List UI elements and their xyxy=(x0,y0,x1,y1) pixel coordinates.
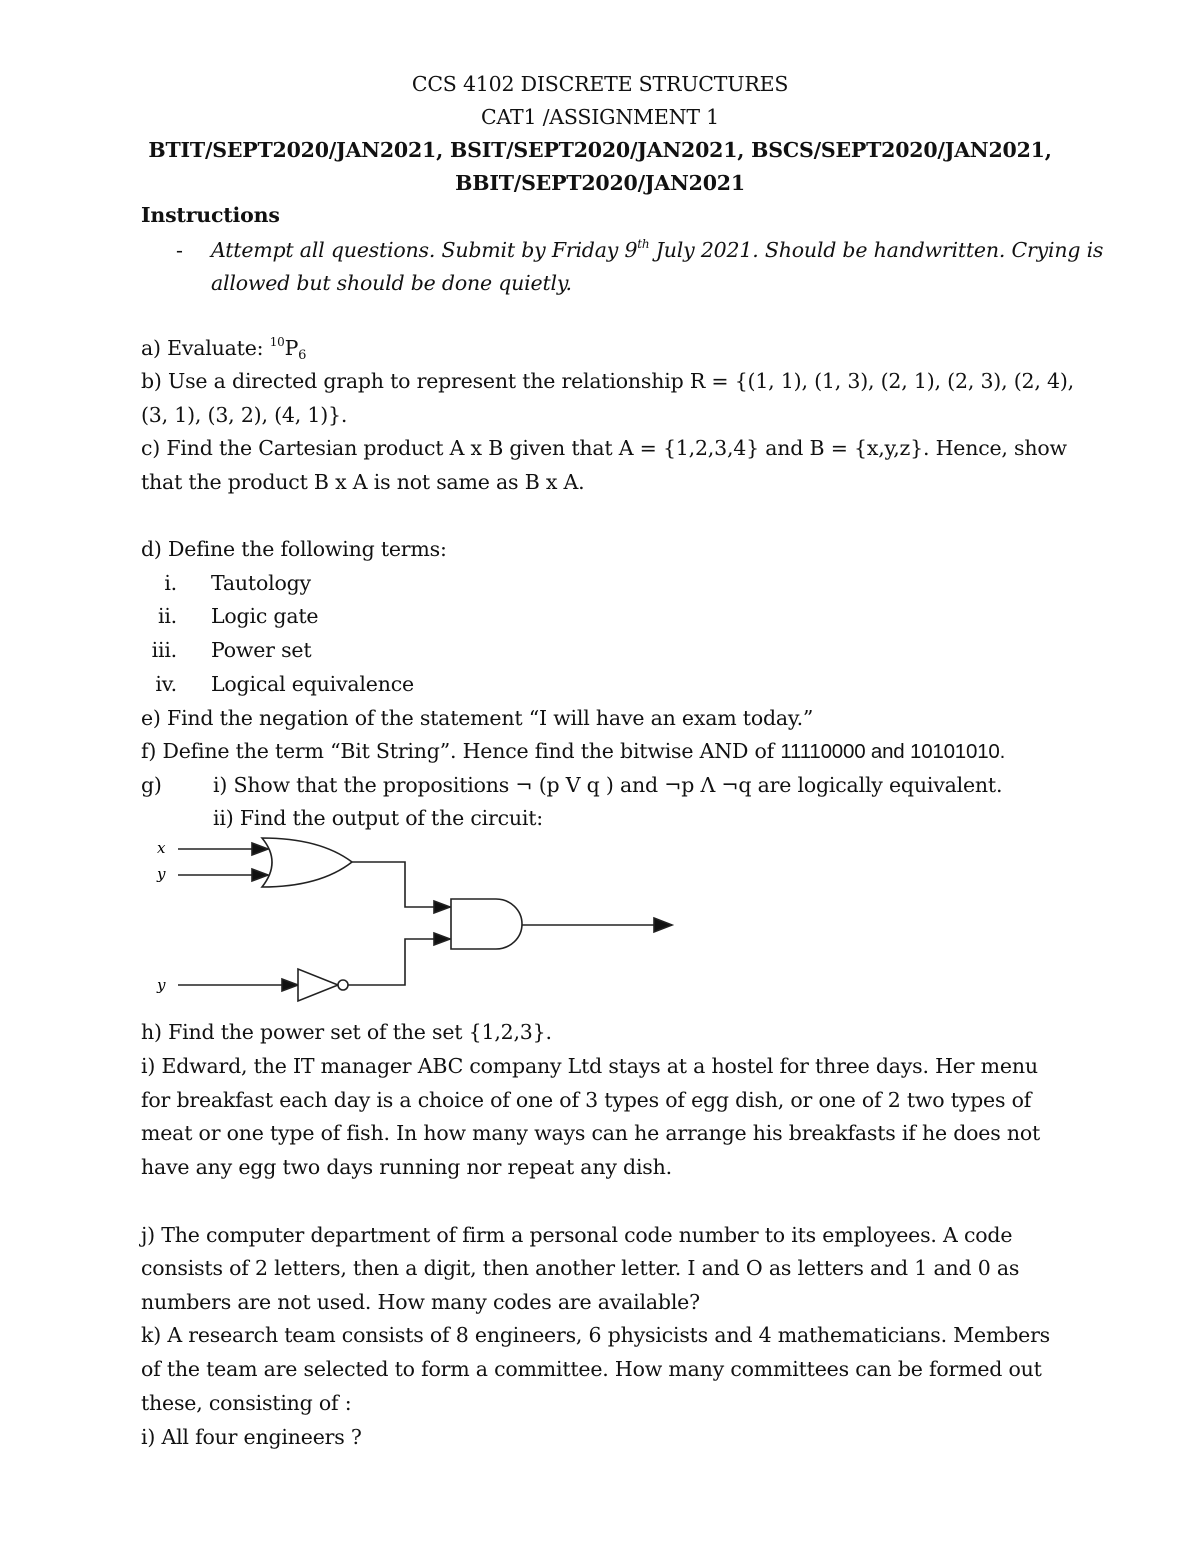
arrow-icon xyxy=(434,901,450,913)
question-i-line: have any egg two days running nor repeat any dish. xyxy=(141,1155,672,1179)
question-f: f) Define the term “Bit String”. Hence find the bitwise AND of 11110000 and 10101010. xyxy=(141,739,1006,763)
question-d-intro: d) Define the following terms: xyxy=(141,537,447,561)
question-g-label: g) xyxy=(141,773,162,797)
output-arrow-icon xyxy=(654,918,672,932)
inverter-bubble-icon xyxy=(338,980,348,990)
programs-line-1: BTIT/SEPT2020/JAN2021, BSIT/SEPT2020/JAN2021, BSCS/SEPT2020/JAN2021, xyxy=(148,138,1052,162)
or-output-wire xyxy=(352,862,450,907)
d-item-text: Logic gate xyxy=(211,604,319,628)
d-item-text: Logical equivalence xyxy=(211,672,414,696)
arrow-icon xyxy=(252,843,268,855)
course-title: CCS 4102 DISCRETE STRUCTURES xyxy=(411,72,789,96)
programs-line-2: BBIT/SEPT2020/JAN2021 xyxy=(455,171,745,195)
question-g-ii: ii) Find the output of the circuit: xyxy=(213,806,543,830)
question-c-line-2: that the product B x A is not same as B x A. xyxy=(141,470,585,494)
question-b-line-2: (3, 1), (3, 2), (4, 1)}. xyxy=(141,403,348,427)
question-g-i: i) Show that the propositions ¬ (p V q ) and ¬p Λ ¬q are logically equivalent. xyxy=(213,773,1003,797)
arrow-icon xyxy=(282,979,298,991)
and-gate-icon xyxy=(451,899,522,949)
d-item-text: Power set xyxy=(211,638,312,662)
d-item-number: iv. xyxy=(155,672,177,696)
question-i-line: for breakfast each day is a choice of one of 3 types of egg dish, or one of 2 two types of xyxy=(141,1088,1032,1112)
not-output-wire xyxy=(348,939,450,985)
or-gate-icon xyxy=(262,838,352,887)
question-k-line: of the team are selected to form a committee. How many committees can be formed out xyxy=(141,1357,1042,1381)
instruction-line-2: allowed but should be done quietly. xyxy=(211,271,572,295)
question-k-line: k) A research team consists of 8 engineers, 6 physicists and 4 mathematicians. Members xyxy=(141,1323,1050,1347)
question-j-line: numbers are not used. How many codes are available? xyxy=(141,1290,700,1314)
input-x-label: x xyxy=(157,839,166,857)
question-a: a) Evaluate: $^{10}P_6$ xyxy=(141,335,307,363)
arrow-icon xyxy=(252,869,268,881)
question-e: e) Find the negation of the statement “I will have an exam today.” xyxy=(141,706,814,730)
not-gate-icon xyxy=(298,969,338,1001)
d-item-number: ii. xyxy=(157,604,177,628)
d-item-number: i. xyxy=(164,571,177,595)
question-k-line: these, consisting of : xyxy=(141,1391,352,1415)
question-j-line: consists of 2 letters, then a digit, then another letter. I and O as letters and 1 and 0 as xyxy=(141,1256,1020,1280)
question-c-line-1: c) Find the Cartesian product A x B given that A = {1,2,3,4} and B = {x,y,z}. Hence, show xyxy=(141,436,1067,460)
instruction-line-1: Attempt all questions. Submit by Friday 9th July 2021. Should be handwritten. Crying is xyxy=(211,237,1104,262)
question-h: h) Find the power set of the set {1,2,3}. xyxy=(141,1020,552,1044)
instructions-title: Instructions xyxy=(141,203,280,227)
assignment-title: CAT1 /ASSIGNMENT 1 xyxy=(481,105,719,129)
d-item-number: iii. xyxy=(151,638,177,662)
input-y2-label: y xyxy=(157,976,166,994)
question-j-line: j) The computer department of firm a personal code number to its employees. A code xyxy=(141,1223,1013,1247)
input-y-label: y xyxy=(157,865,166,883)
question-i-line: i) Edward, the IT manager ABC company Ltd stays at a hostel for three days. Her menu xyxy=(141,1054,1038,1078)
instruction-bullet: - xyxy=(176,238,183,262)
d-item-text: Tautology xyxy=(211,571,311,595)
question-b-line-1: b) Use a directed graph to represent the relationship R = {(1, 1), (1, 3), (2, 1), (2, 3), (2, 4), xyxy=(141,369,1074,393)
question-i-line: meat or one type of fish. In how many ways can he arrange his breakfasts if he does not xyxy=(141,1121,1041,1145)
arrow-icon xyxy=(434,933,450,945)
question-k-i: i) All four engineers ? xyxy=(141,1425,362,1449)
